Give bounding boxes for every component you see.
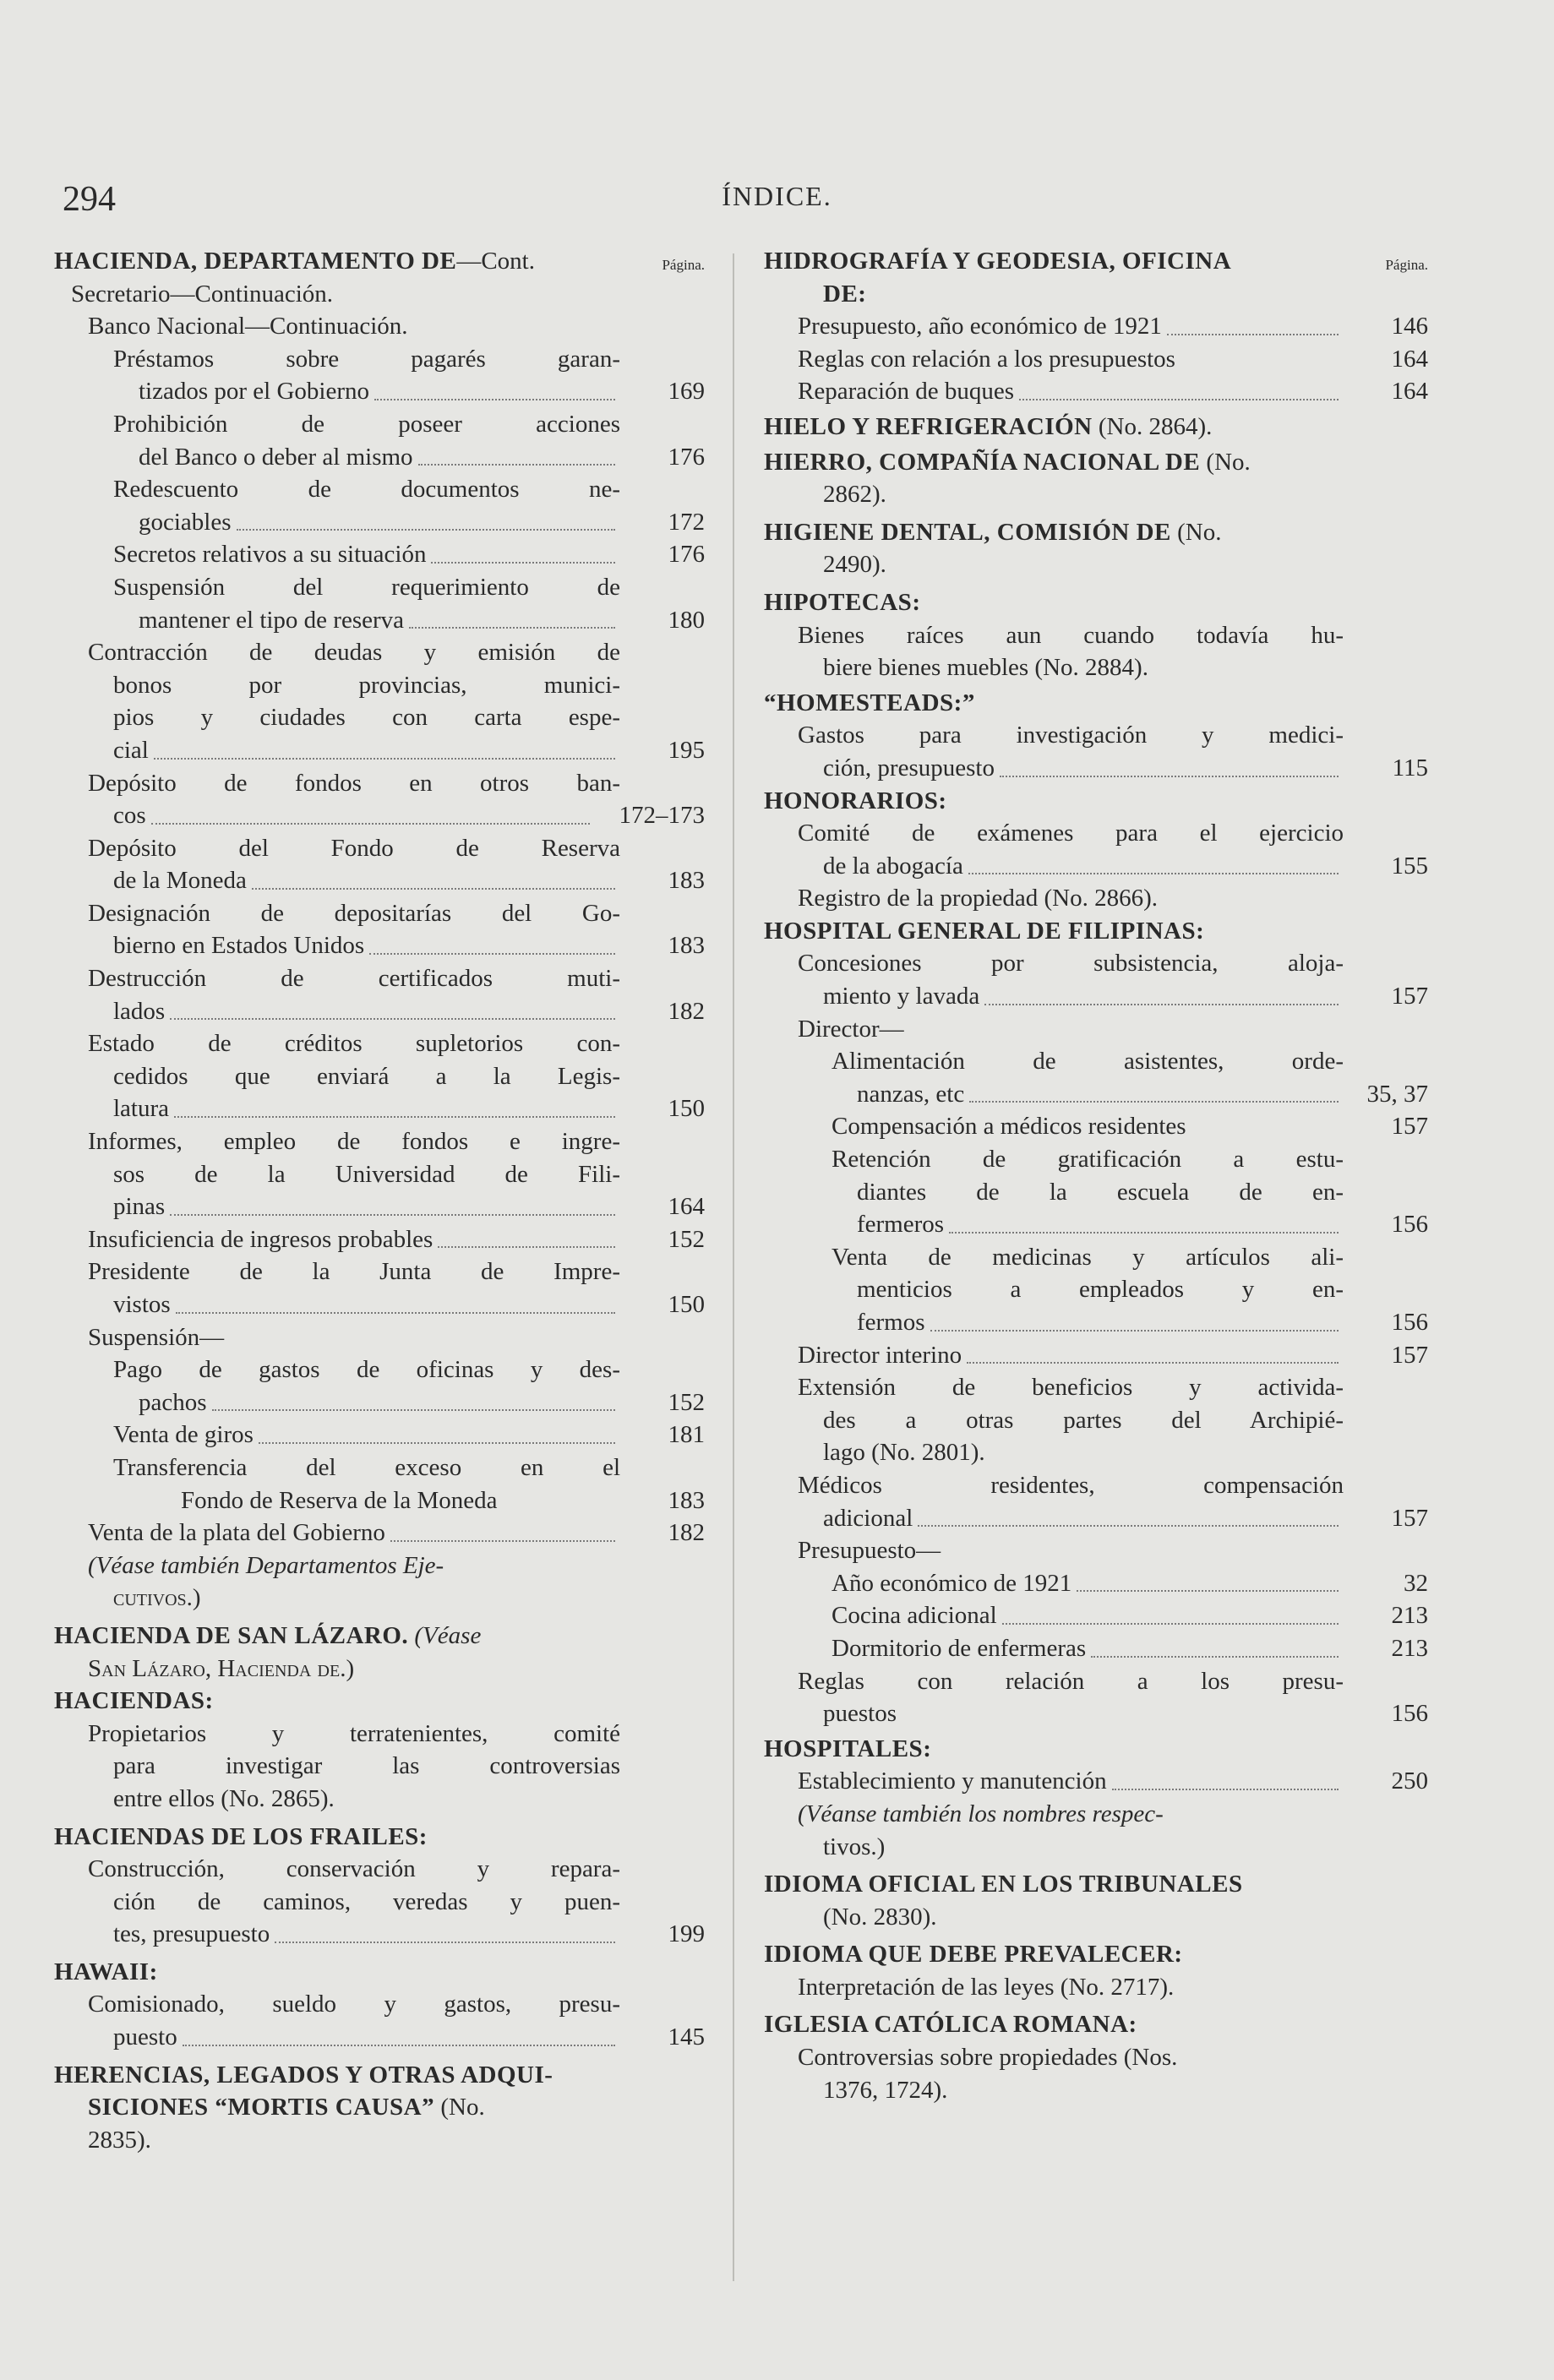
page-ref: 156 (1391, 1700, 1428, 1728)
index-entry (54, 375, 705, 408)
subheading: Banco Nacional—Continuación. (88, 313, 408, 340)
entry-text: miento y lavada (823, 983, 980, 1010)
index-entry (54, 538, 705, 571)
page-ref: 150 (668, 1095, 705, 1123)
entry-text: Director interino (798, 1341, 962, 1369)
index-heading: HACIENDA, DEPARTAMENTO DE (54, 248, 457, 275)
entry-text: del Banco o deber al mismo (139, 443, 413, 471)
page-ref: 156 (1391, 1211, 1428, 1239)
entry-text: puestos (823, 1700, 897, 1728)
index-entry (54, 1419, 705, 1451)
index-heading: HAWAII: (54, 1958, 158, 1985)
reference-number: 2862). (823, 481, 886, 509)
entry-text: lados (113, 997, 166, 1025)
page-ref: 157 (1391, 983, 1428, 1010)
entry-line: Alimentación de asistentes, orde- (832, 1048, 1344, 1076)
entry-text: de la Moneda (113, 867, 247, 895)
entry-line: 1376, 1724). (823, 2076, 948, 2104)
see-reference: (Véase (414, 1621, 482, 1649)
reference-number: (No. (440, 2094, 485, 2121)
subheading: Secretario—Continuación. (71, 280, 334, 308)
entry-line: Retención de gratificación a estu- (832, 1146, 1344, 1174)
reference-number: 2490). (823, 551, 886, 579)
entry-text: Reparación de buques (798, 378, 1015, 406)
entry-line: des a otras partes del Archipié- (823, 1406, 1344, 1434)
entry-line: Redescuento de documentos ne- (113, 476, 620, 504)
entry-text: tes, presupuesto (113, 1920, 270, 1948)
entry-text: puesto (113, 2023, 177, 2051)
index-heading: HOSPITAL GENERAL DE FILIPINAS: (764, 917, 1205, 945)
index-entry (54, 929, 705, 962)
index-heading: “HOMESTEADS:” (764, 689, 975, 716)
entry-text: Compensación a médicos residentes (832, 1113, 1186, 1141)
entry-text: Venta de la plata del Gobierno (88, 1519, 385, 1547)
page-number: 294 (63, 180, 116, 219)
entry-line: Informes, empleo de fondos e ingre- (88, 1128, 620, 1156)
column-divider (733, 253, 734, 2281)
entry-line: Comité de exámenes para el ejercicio (798, 820, 1344, 847)
page-ref: 152 (668, 1388, 705, 1416)
page-ref: 199 (668, 1920, 705, 1948)
entry-text: Establecimiento y manutención (798, 1767, 1107, 1795)
index-entry (54, 864, 705, 897)
entry-text: de la abogacía (823, 852, 963, 880)
page-ref: 164 (1391, 345, 1428, 373)
index-entry (54, 1190, 705, 1223)
page-ref: 169 (668, 378, 705, 406)
see-also-note: (Véase también Departamentos Eje- (88, 1551, 444, 1579)
index-heading: HACIENDA DE SAN LÁZARO. (54, 1621, 409, 1649)
page-ref: 172 (668, 508, 705, 536)
index-entry (54, 1092, 705, 1125)
index-entry (54, 604, 705, 637)
page-ref: 152 (668, 1225, 705, 1253)
entry-line: Construcción, conservación y repara- (88, 1855, 620, 1883)
index-heading: IDIOMA OFICIAL EN LOS TRIBUNALES (764, 1871, 1243, 1898)
index-entry (764, 1339, 1428, 1372)
entry-line: Venta de medicinas y artículos ali- (832, 1243, 1344, 1271)
entry-line: Estado de créditos supletorios con- (88, 1030, 620, 1058)
entry-text: Insuficiencia de ingresos probables (88, 1225, 433, 1253)
entry-text: Cocina adicional (832, 1602, 997, 1630)
entry-line: lago (No. 2801). (823, 1439, 985, 1467)
entry-text: pachos (139, 1388, 207, 1416)
see-reference: San Lázaro, Hacienda de.) (88, 1654, 355, 1682)
reference-number: (No. 2864). (1098, 412, 1213, 440)
entry-text: pinas (113, 1193, 166, 1221)
page-column-header: Página. (662, 257, 705, 273)
index-entry (764, 1208, 1428, 1241)
index-heading: IDIOMA QUE DEBE PREVALECER: (764, 1941, 1183, 1969)
entry-text: Secretos relativos a su situación (113, 541, 427, 569)
index-entry (54, 799, 705, 832)
index-heading: HIDROGRAFÍA Y GEODESIA, OFICINA (764, 248, 1232, 275)
index-entry (764, 1502, 1428, 1535)
index-entry (54, 1484, 705, 1517)
page-ref: 180 (668, 606, 705, 634)
entry-line: Interpretación de las leyes (No. 2717). (798, 1973, 1175, 2001)
entry-text: Presupuesto, año económico de 1921 (798, 313, 1162, 340)
index-entry (764, 310, 1428, 343)
entry-text: Venta de giros (113, 1421, 254, 1449)
entry-line: ción de caminos, veredas y puen- (113, 1887, 620, 1915)
reference-number: (No. (1206, 448, 1251, 476)
entry-text: adicional (823, 1504, 913, 1532)
page-ref: 213 (1391, 1634, 1428, 1662)
entry-text: vistos (113, 1291, 171, 1318)
index-heading: HACIENDAS DE LOS FRAILES: (54, 1822, 428, 1850)
index-heading: HOSPITALES: (764, 1735, 932, 1762)
page-ref: 157 (1391, 1113, 1428, 1141)
page-ref: 164 (1391, 378, 1428, 406)
entry-line: Extensión de beneficios y activida- (798, 1374, 1344, 1402)
entry-line: Pago de gastos de oficinas y des- (113, 1356, 620, 1384)
index-heading: DE: (823, 280, 867, 308)
entry-line: Depósito de fondos en otros ban- (88, 769, 620, 797)
entry-line: Médicos residentes, compensación (798, 1471, 1344, 1499)
entry-line: biere bienes muebles (No. 2884). (823, 654, 1148, 682)
page-ref: 35, 37 (1366, 1080, 1428, 1108)
page-ref: 146 (1391, 313, 1428, 340)
page-ref: 150 (668, 1291, 705, 1318)
entry-text: Año económico de 1921 (832, 1569, 1072, 1597)
continuation-label: —Cont. (456, 248, 535, 275)
index-entry (764, 1110, 1428, 1143)
entry-text: ción, presupuesto (823, 754, 995, 782)
index-heading: IGLESIA CATÓLICA ROMANA: (764, 2011, 1137, 2039)
entry-line: sos de la Universidad de Fili- (113, 1160, 620, 1188)
page-ref: 156 (1391, 1309, 1428, 1336)
index-entry (54, 1223, 705, 1256)
page-ref: 182 (668, 1519, 705, 1547)
entry-line: Préstamos sobre pagarés garan- (113, 345, 620, 373)
page-ref: 164 (668, 1193, 705, 1221)
page-ref: 183 (668, 867, 705, 895)
index-heading: HACIENDAS: (54, 1687, 214, 1715)
entry-line: Reglas con relación a los presu- (798, 1667, 1344, 1695)
index-heading: SICIONES “MORTIS CAUSA” (88, 2094, 435, 2121)
page-ref: 145 (668, 2023, 705, 2051)
entry-text: gociables (139, 508, 232, 536)
entry-text: fermos (857, 1309, 925, 1336)
reference-number: (No. (1177, 518, 1222, 546)
entry-line: Gastos para investigación y medici- (798, 722, 1344, 749)
page-ref: 115 (1392, 754, 1428, 782)
index-entry (764, 375, 1428, 408)
page-ref: 32 (1404, 1569, 1428, 1597)
index-entry (54, 506, 705, 539)
entry-line: para investigar las controversias (113, 1752, 620, 1780)
index-heading: HIPOTECAS: (764, 588, 921, 616)
entry-line: Prohibición de poseer acciones (113, 410, 620, 438)
index-entry (764, 343, 1428, 376)
entry-line: Registro de la propiedad (No. 2866). (798, 885, 1159, 912)
index-entry (764, 1765, 1428, 1798)
entry-text: nanzas, etc (857, 1080, 965, 1108)
index-heading: HIGIENE DENTAL, COMISIÓN DE (764, 518, 1171, 546)
page-ref: 213 (1391, 1602, 1428, 1630)
page-ref: 182 (668, 997, 705, 1025)
see-also-note: (Véanse también los nombres respec- (798, 1800, 1164, 1827)
subheading: Suspensión— (88, 1323, 225, 1351)
index-entry (54, 995, 705, 1028)
page-ref: 157 (1391, 1504, 1428, 1532)
entry-text: fermeros (857, 1211, 945, 1239)
index-entry (764, 1078, 1428, 1111)
entry-line: cedidos que enviará a la Legis- (113, 1062, 620, 1090)
entry-line: Suspensión del requerimiento de (113, 573, 620, 601)
entry-line: bonos por provincias, munici- (113, 671, 620, 699)
page-ref: 183 (668, 932, 705, 960)
entry-text: Dormitorio de enfermeras (832, 1634, 1087, 1662)
entry-line: Presidente de la Junta de Impre- (88, 1258, 620, 1286)
reference-number: (No. 2830). (823, 1903, 937, 1931)
entry-line: diantes de la escuela de en- (857, 1178, 1344, 1206)
index-entry (54, 2021, 705, 2054)
see-also-note: cutivos.) (113, 1584, 201, 1612)
subheading: Presupuesto— (798, 1537, 941, 1565)
index-heading: HERENCIAS, LEGADOS Y OTRAS ADQUI- (54, 2061, 553, 2089)
index-heading: HIERRO, COMPAÑÍA NACIONAL DE (764, 448, 1201, 476)
index-entry (54, 1918, 705, 1951)
index-entry (764, 1697, 1428, 1730)
entry-text: latura (113, 1095, 170, 1123)
entry-text: cos (113, 802, 146, 830)
page-column-header: Página. (1385, 257, 1428, 273)
entry-line: Concesiones por subsistencia, aloja- (798, 950, 1344, 978)
see-also-note: tivos.) (823, 1833, 886, 1860)
reference-number: 2835). (88, 2126, 151, 2154)
index-entry (764, 980, 1428, 1013)
running-head: ÍNDICE. (722, 181, 832, 211)
entry-line: Destrucción de certificados muti- (88, 965, 620, 993)
entry-line: Transferencia del exceso en el (113, 1453, 620, 1481)
index-column-right (764, 245, 1428, 2106)
index-entry (54, 1386, 705, 1419)
entry-line: Contracción de deudas y emisión de (88, 639, 620, 667)
page-ref: 157 (1391, 1341, 1428, 1369)
entry-text: tizados por el Gobierno (139, 378, 370, 406)
index-entry (764, 1599, 1428, 1632)
entry-text: cial (113, 736, 149, 764)
entry-line: entre ellos (No. 2865). (113, 1784, 335, 1812)
entry-line: menticios a empleados y en- (857, 1276, 1344, 1304)
entry-text: Fondo de Reserva de la Moneda (181, 1486, 498, 1514)
page-ref: 155 (1391, 852, 1428, 880)
entry-line: pios y ciudades con carta espe- (113, 704, 620, 732)
index-entry (54, 1288, 705, 1321)
page-ref: 195 (668, 736, 705, 764)
entry-line: Comisionado, sueldo y gastos, presu- (88, 1991, 620, 2018)
entry-line: Controversias sobre propiedades (Nos. (798, 2044, 1178, 2072)
page-ref: 172–173 (619, 802, 705, 830)
entry-text: Reglas con relación a los presupuestos (798, 345, 1175, 373)
entry-text: mantener el tipo de reserva (139, 606, 405, 634)
index-entry (764, 1306, 1428, 1339)
index-entry (54, 1517, 705, 1549)
page-ref: 176 (668, 443, 705, 471)
index-heading: HONORARIOS: (764, 787, 947, 814)
index-heading: HIELO Y REFRIGERACIÓN (764, 412, 1093, 440)
page-ref: 183 (668, 1486, 705, 1514)
index-entry (764, 1632, 1428, 1665)
subheading: Director— (798, 1015, 904, 1043)
index-entry (764, 1567, 1428, 1600)
page-ref: 250 (1391, 1767, 1428, 1795)
entry-line: Depósito del Fondo de Reserva (88, 834, 620, 862)
index-entry (54, 441, 705, 474)
index-entry (764, 850, 1428, 883)
entry-line: Designación de depositarías del Go- (88, 899, 620, 927)
entry-text: bierno en Estados Unidos (113, 932, 365, 960)
index-entry (764, 752, 1428, 785)
index-entry (54, 734, 705, 767)
page-ref: 176 (668, 541, 705, 569)
index-column-left (54, 245, 705, 2156)
page-ref: 181 (668, 1421, 705, 1449)
entry-line: Bienes raíces aun cuando todavía hu- (798, 621, 1344, 649)
entry-line: Propietarios y terratenientes, comité (88, 1719, 620, 1747)
